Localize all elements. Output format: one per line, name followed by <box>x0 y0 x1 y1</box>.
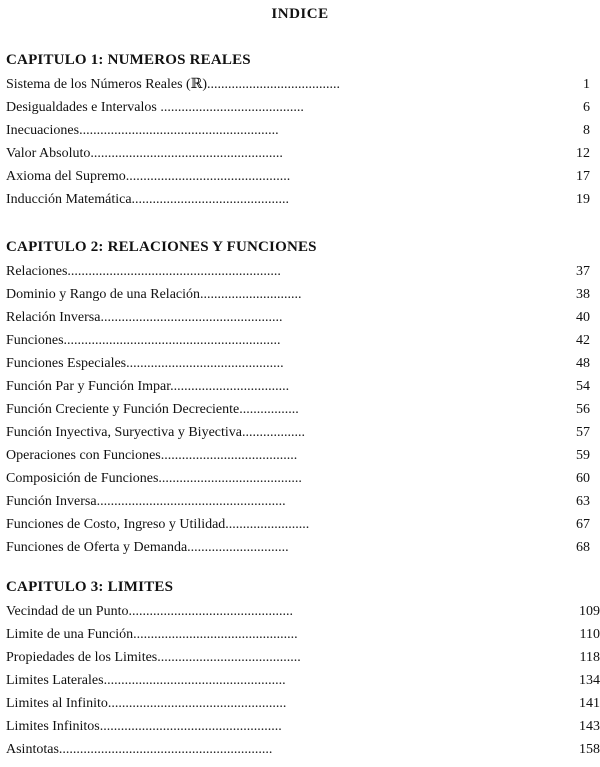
toc-entry-page: 143 <box>579 719 600 734</box>
toc-entry <box>6 513 590 536</box>
toc-entry <box>6 669 600 692</box>
toc-entry-label: Desigualdades e Intervalos ......................................... <box>6 100 304 115</box>
toc-entry <box>6 692 600 715</box>
toc-entry <box>6 73 590 96</box>
toc-entry-page: 118 <box>579 650 600 665</box>
toc-entry-page: 48 <box>576 356 590 371</box>
toc-entry-page: 109 <box>579 604 600 619</box>
toc-entry-label: Vecindad de un Punto............................................... <box>6 604 293 619</box>
toc-entry-page: 8 <box>583 123 590 138</box>
toc-entry-label: Operaciones con Funciones....................................... <box>6 448 298 463</box>
toc-entry-label: Función Inversa...................................................... <box>6 494 286 509</box>
toc-entry <box>6 283 590 306</box>
toc-entry <box>6 260 590 283</box>
toc-entry <box>6 165 590 188</box>
toc-entry <box>6 536 590 559</box>
chapter-title: CAPITULO 2: RELACIONES Y FUNCIONES <box>6 239 317 255</box>
toc-entry-page: 12 <box>576 146 590 161</box>
toc-entry-page: 110 <box>579 627 600 642</box>
toc-entry-label: Inducción Matemática............................................. <box>6 192 290 207</box>
toc-entry-page: 59 <box>576 448 590 463</box>
toc-entry <box>6 490 590 513</box>
toc-entry <box>6 467 590 490</box>
toc-entry-page: 68 <box>576 540 590 555</box>
toc-entry-page: 54 <box>576 379 590 394</box>
toc-entry <box>6 142 590 165</box>
toc-entry-label: Función Par y Función Impar.................................. <box>6 379 290 394</box>
toc-entry-label: Limite de una Función............................................... <box>6 627 298 642</box>
toc-entry-label: Composición de Funciones......................................... <box>6 471 302 486</box>
toc-entry-page: 40 <box>576 310 590 325</box>
toc-entry-page: 134 <box>579 673 600 688</box>
toc-entry-page: 42 <box>576 333 590 348</box>
toc-entry <box>6 329 590 352</box>
toc-entry <box>6 352 590 375</box>
toc-entry-label: Función Creciente y Función Decreciente................. <box>6 402 299 417</box>
toc-entry-page: 158 <box>579 742 600 757</box>
toc-entry <box>6 96 590 119</box>
toc-entry-page: 141 <box>579 696 600 711</box>
toc-entry-page: 57 <box>576 425 590 440</box>
toc-entry-page: 19 <box>576 192 590 207</box>
toc-entry-page: 56 <box>576 402 590 417</box>
toc-entry <box>6 119 590 142</box>
toc-entry <box>6 375 590 398</box>
toc-entry-label: Sistema de los Números Reales (ℝ)...................................... <box>6 77 340 92</box>
toc-entry-label: Asintotas............................................................. <box>6 742 273 757</box>
toc-entry-label: Funciones.............................................................. <box>6 333 281 348</box>
toc-entry-page: 17 <box>576 169 590 184</box>
toc-entry-label: Limites Infinitos.................................................... <box>6 719 282 734</box>
index-title: INDICE <box>271 6 329 22</box>
chapter-title: CAPITULO 3: LIMITES <box>6 579 174 595</box>
chapter-section <box>6 236 590 559</box>
chapter-title: CAPITULO 1: NUMEROS REALES <box>6 52 251 68</box>
toc-entry-label: Funciones de Oferta y Demanda............................. <box>6 540 289 555</box>
toc-entry-label: Limites Laterales.................................................... <box>6 673 286 688</box>
toc-entry-label: Valor Absoluto....................................................... <box>6 146 283 161</box>
toc-entry-page: 67 <box>576 517 590 532</box>
toc-entry-label: Funciones Especiales............................................. <box>6 356 284 371</box>
toc-entry <box>6 444 590 467</box>
toc-entry <box>6 306 590 329</box>
toc-entry <box>6 600 600 623</box>
toc-entry <box>6 421 590 444</box>
toc-entry-page: 63 <box>576 494 590 509</box>
toc-entry-page: 60 <box>576 471 590 486</box>
toc-entry-label: Inecuaciones......................................................... <box>6 123 279 138</box>
toc-entry <box>6 715 600 738</box>
toc-entry-page: 38 <box>576 287 590 302</box>
chapter-section <box>6 576 600 761</box>
toc-entry <box>6 398 590 421</box>
toc-entry-label: Relaciones............................................................. <box>6 264 281 279</box>
toc-entry <box>6 188 590 211</box>
toc-entry-label: Relación Inversa.................................................... <box>6 310 283 325</box>
toc-entry <box>6 646 600 669</box>
toc-entry <box>6 623 600 646</box>
toc-entry-page: 6 <box>583 100 590 115</box>
toc-entry-label: Limites al Infinito................................................... <box>6 696 287 711</box>
toc-entry-label: Propiedades de los Limites......................................... <box>6 650 301 665</box>
toc-entry-page: 37 <box>576 264 590 279</box>
toc-entry-label: Funciones de Costo, Ingreso y Utilidad........................ <box>6 517 310 532</box>
toc-entry-page: 1 <box>583 77 590 92</box>
toc-entry-label: Dominio y Rango de una Relación............................. <box>6 287 302 302</box>
toc-entry-label: Axioma del Supremo............................................... <box>6 169 291 184</box>
chapter-section <box>6 49 590 211</box>
toc-entry-label: Función Inyectiva, Suryectiva y Biyectiva.................. <box>6 425 305 440</box>
toc-entry <box>6 738 600 761</box>
